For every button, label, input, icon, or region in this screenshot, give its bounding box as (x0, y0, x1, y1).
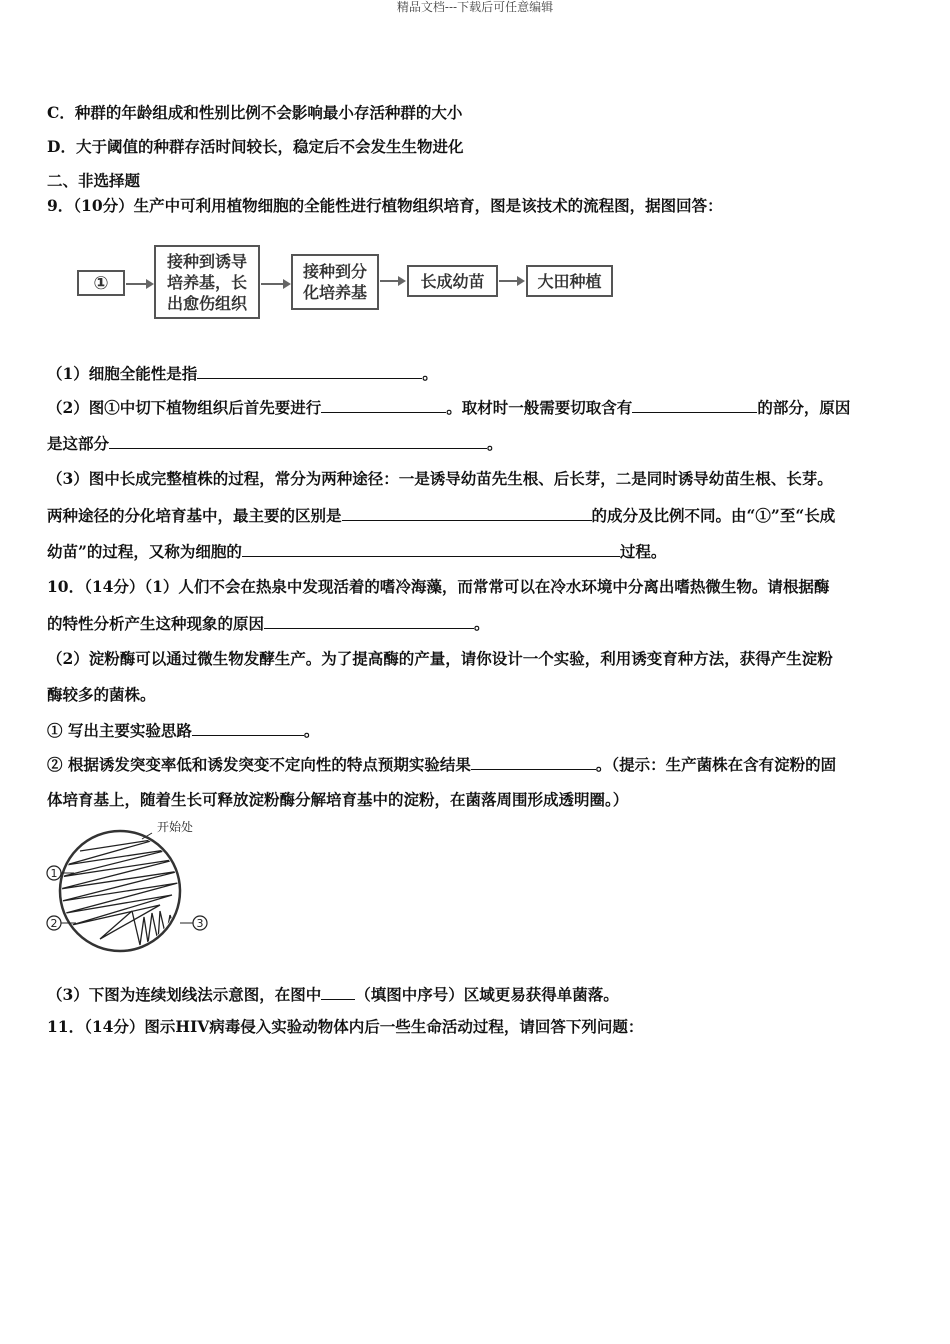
start-label: 开始处 (157, 820, 194, 834)
answer-blank[interactable] (471, 754, 596, 770)
answer-blank[interactable] (321, 397, 446, 413)
question-9-3-cont (47, 505, 835, 526)
flow-step-5: 大田种植 (526, 265, 613, 297)
question-9-1 (47, 363, 438, 384)
q9-2-text: （2）图①中切下植物组织后首先要进行 (47, 398, 322, 417)
flow-step-1: ① (77, 270, 125, 296)
question-11: 11．（14分）图示HIV病毒侵入实验动物体内后一些生命活动过程，请回答下列问题： (47, 1017, 644, 1036)
q9-2-end: 。 (487, 434, 503, 453)
question-10-2-item2 (47, 754, 836, 775)
question-9: 9．（10分）生产中可利用植物细胞的全能性进行植物组织培育，图是该技术的流程图，据图回答： (47, 196, 723, 215)
q9-1-end: 。 (422, 364, 438, 383)
q10-2-text-f: 。（提示：生产菌株在含有淀粉的固 (595, 755, 837, 774)
answer-blank[interactable] (321, 984, 355, 1000)
answer-blank[interactable] (242, 541, 620, 557)
question-10-cont (47, 613, 490, 634)
question-10: 10．（14分）（1）人们不会在热泉中发现活着的嗜冷海藻，而常常可以在冷水环境中分离出嗜热微生物。请根据酶 (47, 577, 830, 596)
question-10-2-item1 (47, 720, 319, 741)
flow-arrow (499, 280, 523, 282)
q9-3-text-d: 幼苗”的过程，又称为细胞的 (47, 542, 242, 561)
answer-blank[interactable] (342, 505, 592, 521)
q9-2-text-c: 的部分，原因 (757, 398, 851, 417)
flow-step-3: 接种到分化培养基 (291, 254, 379, 310)
answer-blank[interactable] (109, 433, 487, 449)
option-d: D．大于阈值的种群存活时间较长，稳定后不会发生生物进化 (47, 137, 464, 156)
petri-dish (60, 831, 180, 951)
page-header: 精品文档---下载后可任意编辑 (396, 0, 554, 14)
label-1: 1 (50, 867, 58, 880)
question-10-2-cont: 酶较多的菌株。 (47, 685, 156, 704)
question-9-3-cont2 (47, 541, 666, 562)
question-9-2-cont (47, 433, 503, 454)
label-2: 2 (50, 917, 58, 930)
question-10-3 (47, 984, 619, 1005)
q9-3-end: 过程。 (619, 542, 667, 561)
q9-1-text: （1）细胞全能性是指 (47, 364, 198, 383)
flow-arrow (126, 283, 152, 285)
q9-3-text-b: 两种途径的分化培育基中，最主要的区别是 (47, 506, 342, 525)
flow-arrow (261, 283, 289, 285)
answer-blank[interactable] (264, 613, 474, 629)
q10-2-text-e: ② 根据诱发突变率低和诱发突变不定向性的特点预期实验结果 (47, 755, 471, 774)
q9-2-text-d: 是这部分 (47, 434, 110, 453)
answer-blank[interactable] (632, 397, 757, 413)
flow-step-2: 接种到诱导培养基，长出愈伤组织 (154, 245, 260, 319)
question-9-3: （3）图中长成完整植株的过程，常分为两种途径：一是诱导幼苗先生根、后长芽，二是同时诱导幼苗生根、长芽。 (47, 469, 833, 488)
q9-2-text-b: 。取材时一般需要切取含有 (446, 398, 633, 417)
q10-2-end-d: 。 (303, 721, 320, 740)
q10-text-b: 的特性分析产生这种现象的原因 (47, 614, 265, 633)
option-c: C．种群的年龄组成和性别比例不会影响最小存活种群的大小 (47, 103, 463, 122)
label-3: 3 (196, 917, 204, 930)
flow-arrow (380, 280, 404, 282)
q10-end: 。 (474, 614, 490, 633)
answer-blank[interactable] (197, 363, 422, 379)
flow-step-4: 长成幼苗 (407, 265, 498, 297)
streak-lines (60, 839, 180, 945)
question-10-2: （2）淀粉酶可以通过微生物发酵生产。为了提高酶的产量，请你设计一个实验，利用诱变育种方法，获得产生淀粉 (47, 649, 833, 668)
q10-2-text-c: ① 写出主要实验思路 (47, 721, 192, 740)
question-10-2-hint: 体培育基上，随着生长可释放淀粉酶分解培育基中的淀粉，在菌落周围形成透明圈。） (47, 790, 629, 809)
q10-3-text-a: （3）下图为连续划线法示意图，在图中 (47, 985, 322, 1004)
section-title: 二、非选择题 (47, 171, 141, 190)
q9-3-text-c: 的成分及比例不同。由“①”至“长成 (591, 506, 836, 525)
streak-plate-figure (40, 815, 220, 955)
question-9-2 (47, 397, 850, 418)
q10-3-text-b: （填图中序号）区域更易获得单菌落。 (355, 985, 619, 1004)
answer-blank[interactable] (192, 720, 304, 736)
